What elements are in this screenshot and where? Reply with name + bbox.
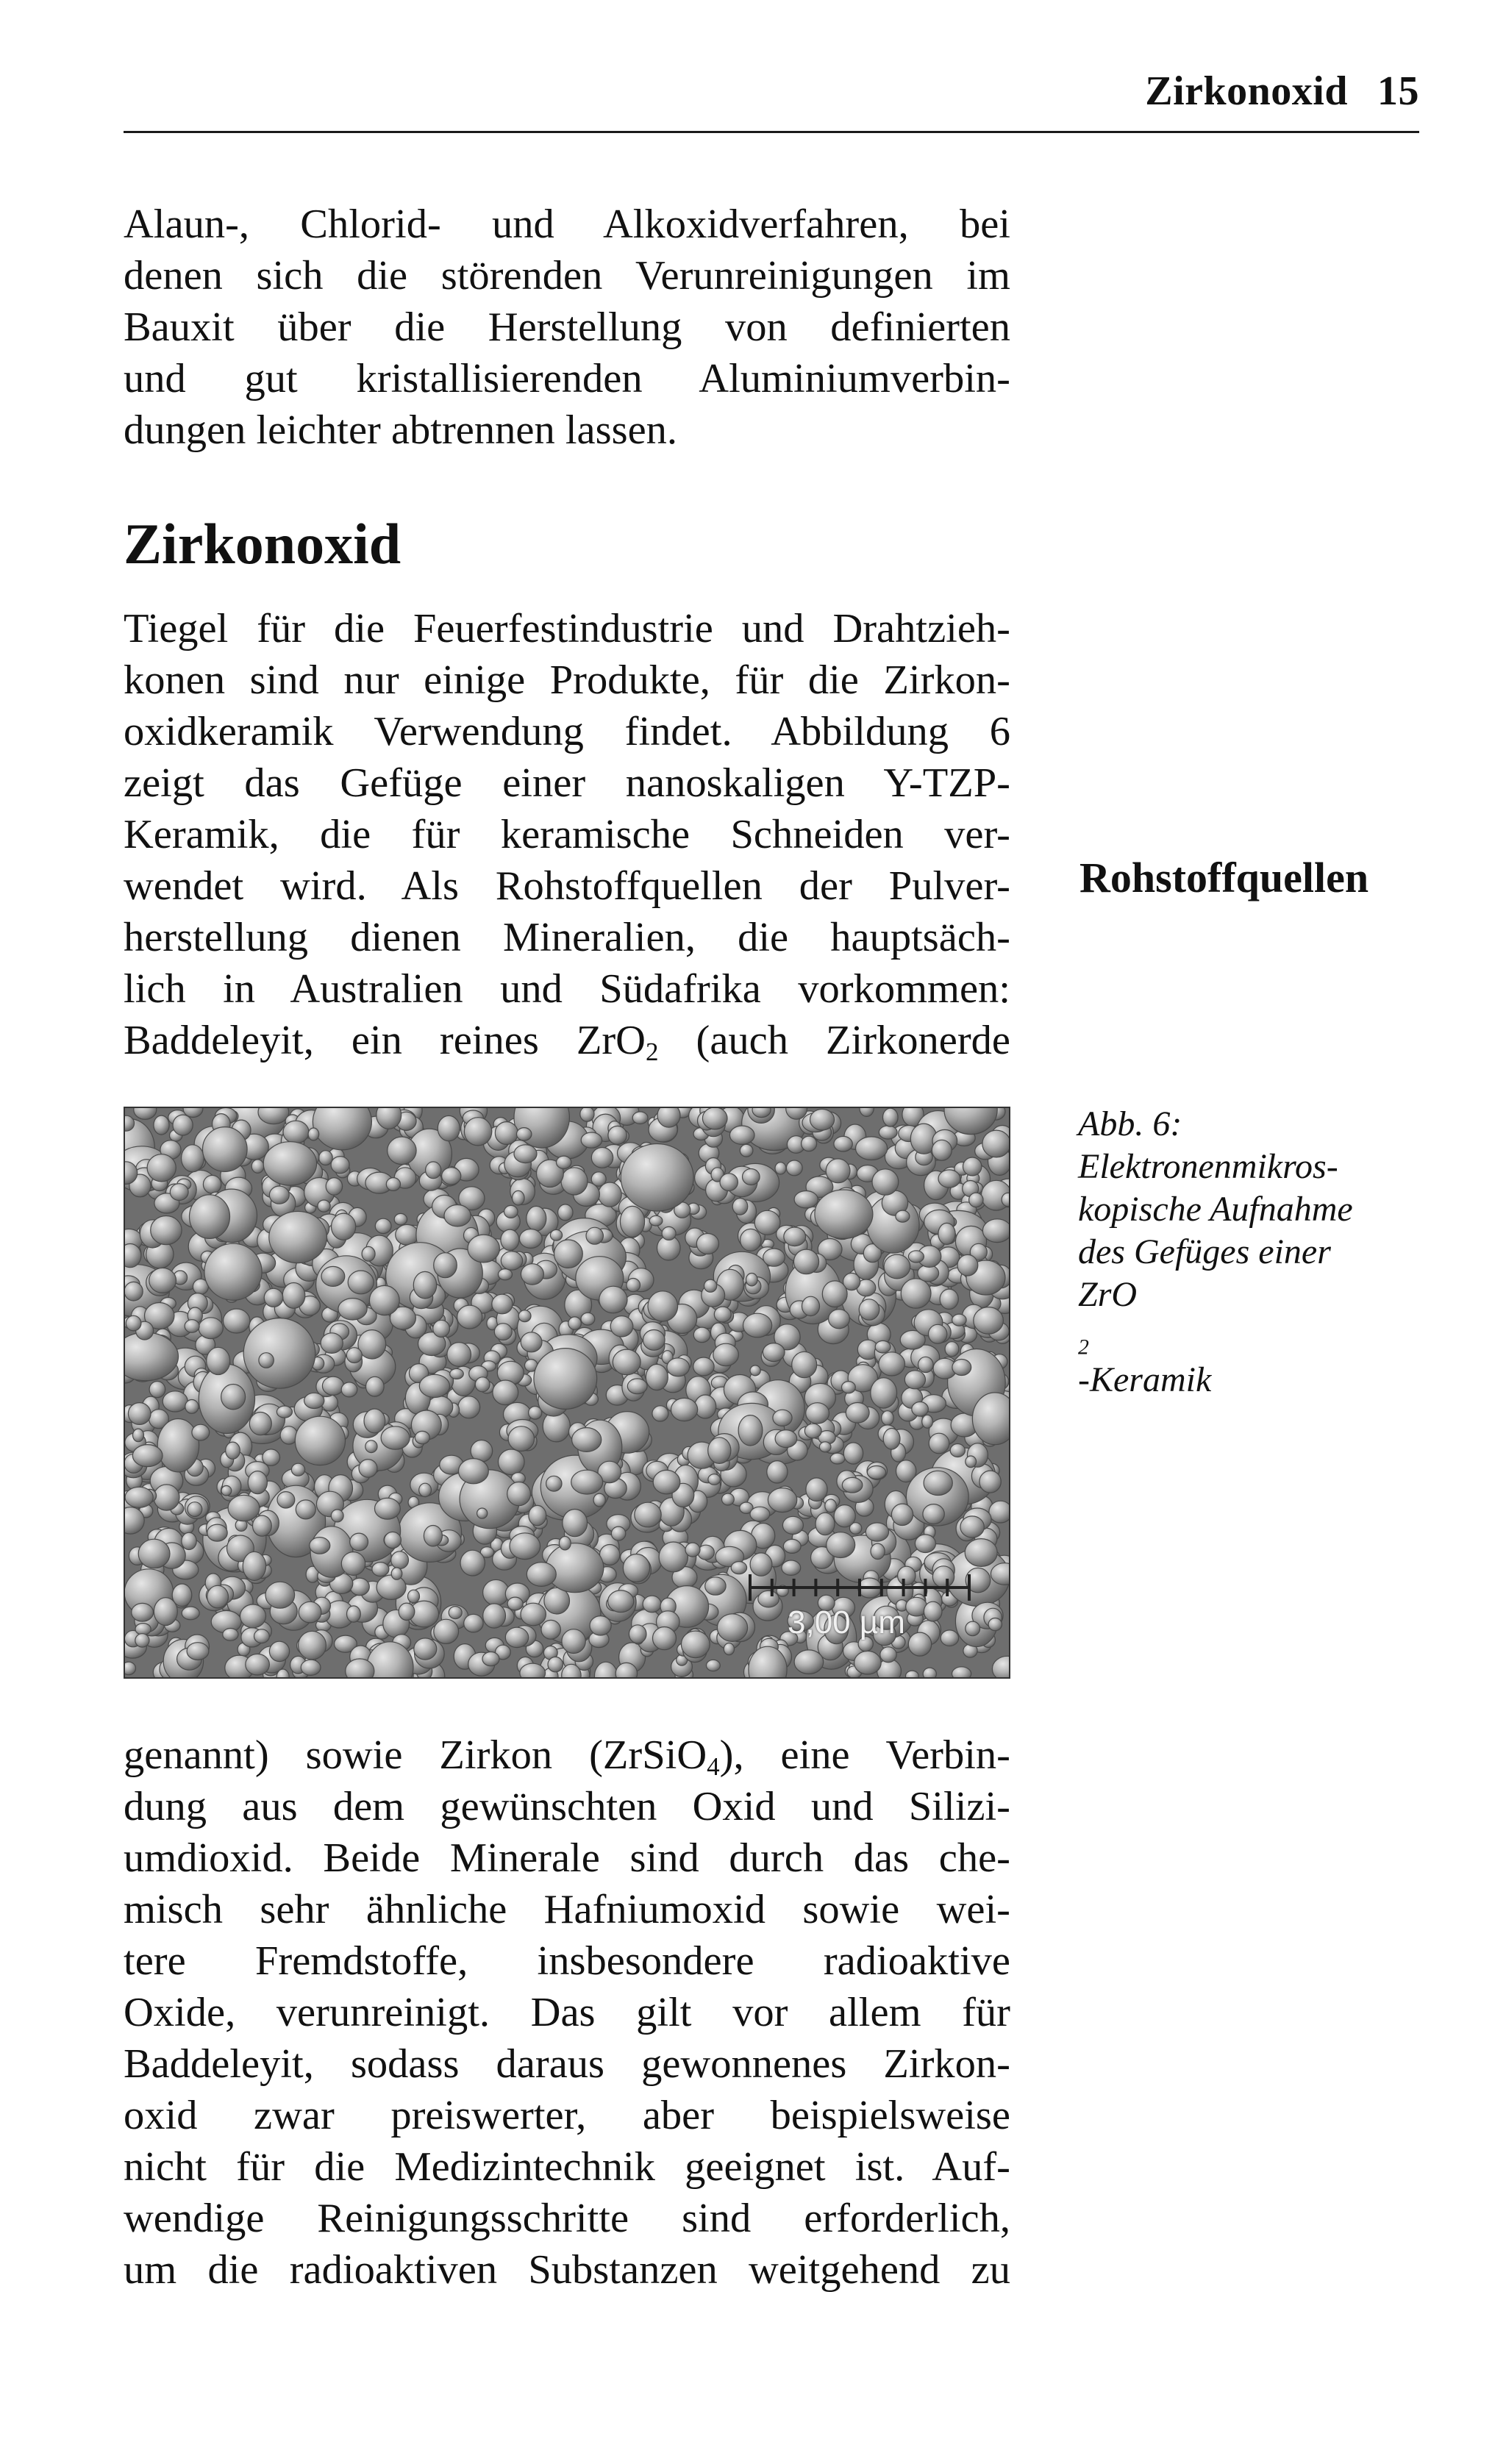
scale-bar-label: 3,00 µm	[788, 1604, 905, 1640]
running-head	[1145, 68, 1419, 115]
text-line: Bauxit über die Herstellung von definierten	[124, 304, 1010, 350]
continued-paragraph	[124, 1729, 1010, 2296]
page-number: 15	[1377, 68, 1419, 114]
caption-line: Abb. 6:	[1078, 1104, 1182, 1143]
text-fragment: ZrO	[1078, 1275, 1138, 1314]
caption-line: des Gefüges einer	[1078, 1232, 1331, 1271]
running-head-title: Zirkonoxid	[1145, 68, 1348, 114]
text-line	[124, 1015, 1010, 1066]
text-line: dungen leichter abtrennen lassen.	[124, 407, 678, 453]
text-line: um die radioaktiven Substanzen weitgehend zu	[124, 2247, 1010, 2293]
text-line: umdioxid. Beide Minerale sind durch das che-	[124, 1835, 1010, 1881]
text-line: oxidkeramik Verwendung findet. Abbildung 6	[124, 709, 1010, 754]
micrograph-figure	[124, 1107, 1010, 1679]
caption-line	[1078, 1274, 1353, 1401]
text-line: nicht für die Medizintechnik geeignet ist. Auf-	[124, 2144, 1010, 2190]
text-fragment: -Keramik	[1078, 1360, 1212, 1399]
text-line: herstellung dienen Mineralien, die hauptsäch-	[124, 915, 1010, 960]
text-line: tere Fremdstoffe, insbesondere radioaktive	[124, 1938, 1010, 1984]
figure-caption	[1078, 1103, 1353, 1401]
subscript: 4	[707, 1751, 720, 1781]
caption-line: Elektronenmikros-	[1078, 1147, 1338, 1186]
margin-note: Rohstoffquellen	[1079, 854, 1369, 901]
text-fragment: (auch Zirkonerde	[658, 1018, 1010, 1063]
text-line: wendet wird. Als Rohstoffquellen der Pulver-	[124, 863, 1010, 909]
text-line: misch sehr ähnliche Hafniumoxid sowie wei-	[124, 1887, 1010, 1932]
text-line: konen sind nur einige Produkte, für die Zirkon-	[124, 657, 1010, 703]
text-line: Oxide, verunreinigt. Das gilt vor allem für	[124, 1990, 1010, 2035]
caption-line: kopische Aufnahme	[1078, 1190, 1353, 1229]
text-line: Alaun-, Chlorid- und Alkoxidverfahren, bei	[124, 201, 1010, 247]
section-heading: Zirkonoxid	[124, 512, 402, 576]
text-line: Keramik, die für keramische Schneiden ver-	[124, 812, 1010, 857]
text-line	[124, 1729, 1010, 1781]
text-line: und gut kristallisierenden Aluminiumverbin-	[124, 356, 1010, 401]
subscript: 2	[1078, 1335, 1089, 1360]
text-fragment: Baddeleyit, ein reines ZrO	[124, 1018, 646, 1063]
intro-paragraph	[124, 199, 1010, 456]
text-line: dung aus dem gewünschten Oxid und Silizi-	[124, 1784, 1010, 1829]
scale-bar	[125, 1108, 1009, 1677]
section-paragraph	[124, 603, 1010, 1066]
text-line: Baddeleyit, sodass daraus gewonnenes Zirkon-	[124, 2041, 1010, 2087]
text-line: lich in Australien und Südafrika vorkommen:	[124, 966, 1010, 1012]
text-line: Tiegel für die Feuerfestindustrie und Drahtzieh-	[124, 606, 1010, 651]
text-line: zeigt das Gefüge einer nanoskaligen Y-TZP-	[124, 760, 1010, 806]
text-fragment: ), eine Verbin-	[719, 1732, 1010, 1778]
page-header	[124, 68, 1419, 133]
text-fragment: genannt) sowie Zirkon (ZrSiO	[124, 1732, 707, 1778]
text-line: wendige Reinigungsschritte sind erforderlich,	[124, 2196, 1010, 2241]
text-line: denen sich die störenden Verunreinigungen im	[124, 253, 1010, 299]
subscript: 2	[645, 1037, 659, 1066]
text-line: oxid zwar preiswerter, aber beispielsweise	[124, 2093, 1010, 2138]
